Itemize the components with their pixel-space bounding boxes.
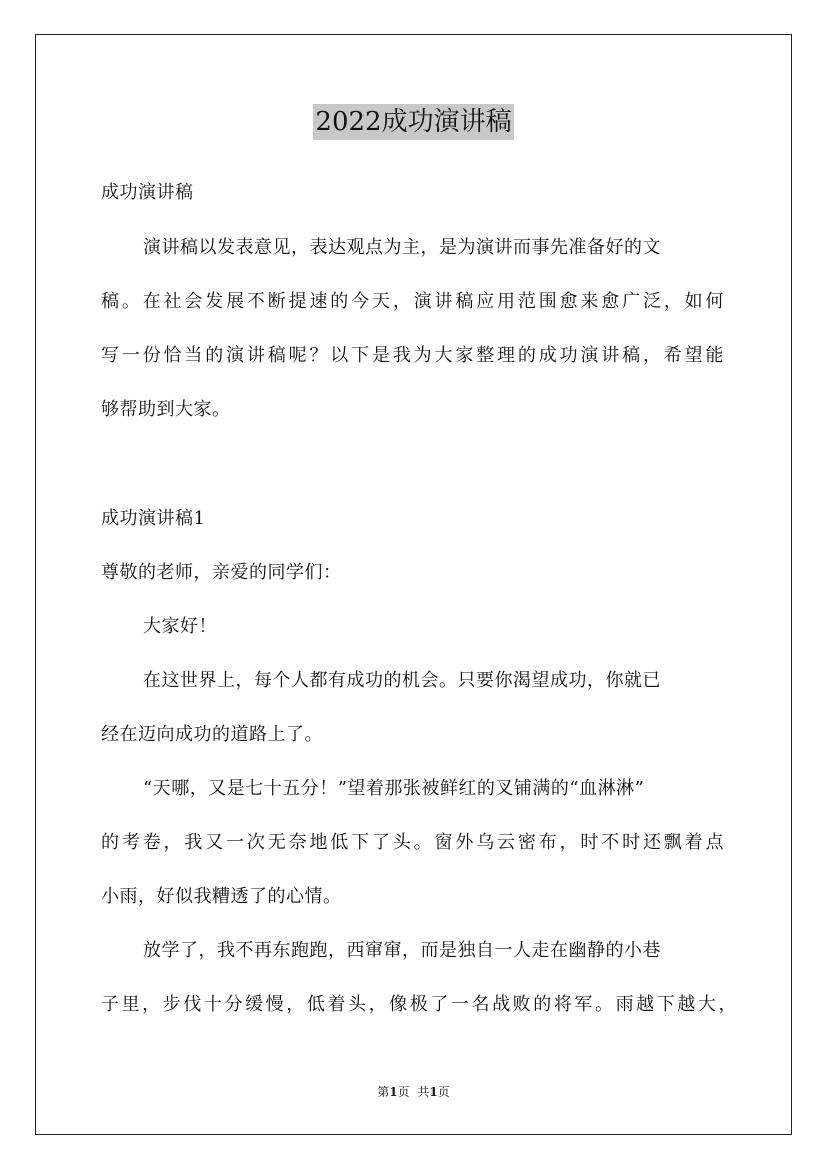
- title-container: [0, 104, 827, 140]
- paragraph-line: 在这世界上，每个人都有成功的机会。只要你渴望成功，你就已: [143, 670, 661, 691]
- total-suffix: 页: [437, 1085, 450, 1099]
- section-heading: 成功演讲稿1: [101, 508, 206, 529]
- paragraph-line: 写一份恰当的演讲稿呢？以下是我为大家整理的成功演讲稿，希望能: [101, 345, 724, 366]
- section-heading: 成功演讲稿: [101, 182, 194, 203]
- total-pages: 1: [429, 1085, 438, 1099]
- salutation: 尊敬的老师，亲爱的同学们：: [101, 562, 342, 583]
- page-prefix: 第: [377, 1085, 390, 1099]
- paragraph-line: 稿。在社会发展不断提速的今天，演讲稿应用范围愈来愈广泛，如何: [101, 291, 724, 312]
- paragraph-line: 小雨，好似我糟透了的心情。: [101, 886, 342, 907]
- greeting: 大家好！: [143, 616, 217, 637]
- page-suffix: 页: [397, 1085, 410, 1099]
- paragraph-line: 演讲稿以发表意见，表达观点为主，是为演讲而事先准备好的文: [143, 237, 661, 258]
- paragraph-line: 子里，步伐十分缓慢，低着头，像极了一名战败的将军。雨越下越大，: [101, 994, 737, 1015]
- paragraph-line: 的考卷，我又一次无奈地低下了头。窗外乌云密布，时不时还飘着点: [101, 832, 724, 853]
- page-number: 1: [389, 1085, 398, 1099]
- paragraph-line: 经在迈向成功的道路上了。: [101, 724, 323, 745]
- paragraph-line: “天哪，又是七十五分！”望着那张被鲜红的叉铺满的“血淋淋”: [143, 778, 645, 799]
- total-prefix: 共: [417, 1085, 430, 1099]
- paragraph-line: 够帮助到大家。: [101, 399, 231, 420]
- paragraph-line: 放学了，我不再东跑跑，西窜窜，而是独自一人走在幽静的小巷: [143, 940, 661, 961]
- page-footer: [0, 1084, 827, 1100]
- document-title: 2022成功演讲稿: [313, 104, 513, 140]
